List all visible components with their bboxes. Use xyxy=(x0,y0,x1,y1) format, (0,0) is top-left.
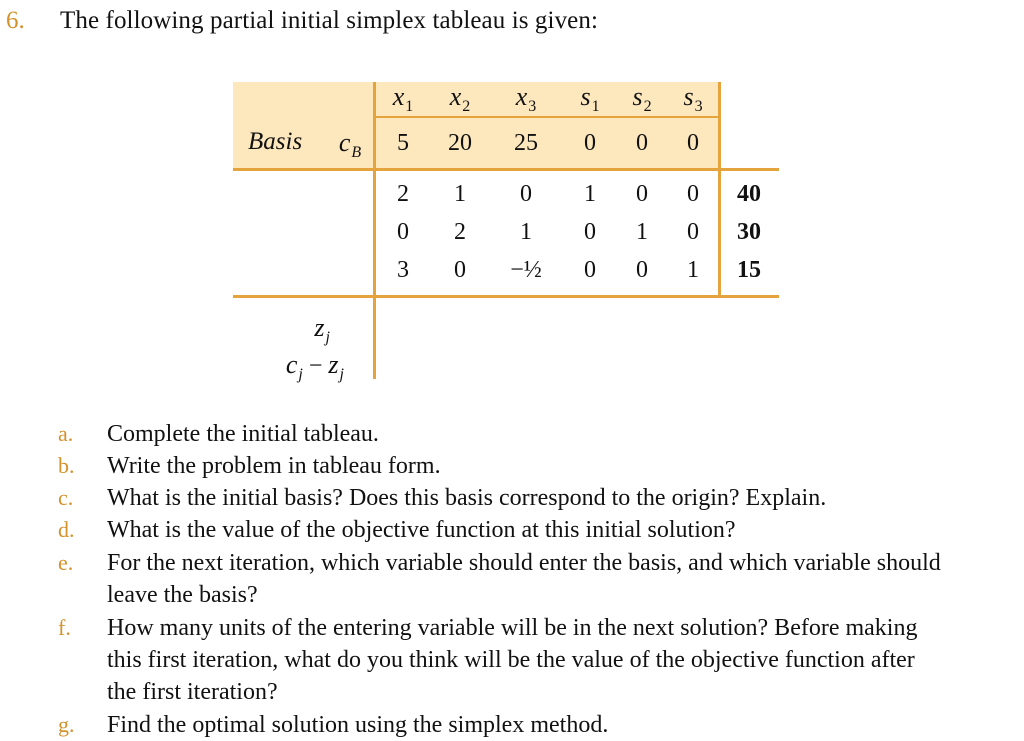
table-row-1-s3: 0 xyxy=(687,181,699,207)
table-row-1-x1: 2 xyxy=(397,181,409,207)
table-row-2-x3: 1 xyxy=(520,219,532,245)
cb-label: $c_B$ xyxy=(338,128,362,161)
question-text: What is the value of the objective function at this initial solution? xyxy=(107,517,736,543)
question-text: Complete the initial tableau. xyxy=(107,421,379,447)
cost-x1: 5 xyxy=(397,130,409,156)
table-row-3-x3: −½ xyxy=(510,257,542,283)
question-text: For the next iteration, which variable should enter the basis, and which variable should xyxy=(107,550,941,576)
question-letter: d. xyxy=(58,517,75,542)
header-bottom-rule xyxy=(233,168,779,171)
table-row-2-x1: 0 xyxy=(397,219,409,245)
question-letter: e. xyxy=(58,550,74,575)
table-row-3-rhs: 15 xyxy=(737,257,761,283)
cost-s3: 0 xyxy=(687,130,699,156)
problem-statement: The following partial initial simplex tableau is given: xyxy=(60,7,599,34)
question-text: Write the problem in tableau form. xyxy=(107,453,441,479)
body-bottom-rule xyxy=(233,295,779,298)
cost-x3: 25 xyxy=(514,130,538,156)
question-text: the first iteration? xyxy=(107,679,278,705)
table-row-2-x2: 2 xyxy=(454,219,466,245)
table-row-3-s2: 0 xyxy=(636,257,648,283)
cj-minus-zj-label: $c_j - z_j$ xyxy=(285,350,344,383)
problem-number: 6. xyxy=(6,7,25,34)
question-letter: b. xyxy=(58,453,75,478)
basis-label: Basis xyxy=(248,128,303,155)
question-letter: a. xyxy=(58,421,74,446)
table-row-1-rhs: 40 xyxy=(737,181,761,207)
col-header-s3: $s_3$ xyxy=(683,82,703,115)
table-row-3-x2: 0 xyxy=(454,257,466,283)
zj-label: $z_j$ xyxy=(314,313,330,346)
col-header-s1: $s_1$ xyxy=(580,82,600,115)
header-mid-rule xyxy=(376,116,719,118)
table-row-2-s3: 0 xyxy=(687,219,699,245)
cb-divider-rule xyxy=(373,82,376,379)
table-row-3-s3: 1 xyxy=(687,257,699,283)
col-header-x1: $x_1$ xyxy=(392,82,414,115)
table-row-1-s2: 0 xyxy=(636,181,648,207)
question-text: What is the initial basis? Does this basis correspond to the origin? Explain. xyxy=(107,485,827,511)
table-row-3-s1: 0 xyxy=(584,257,596,283)
table-row-1-s1: 1 xyxy=(584,181,596,207)
question-text: this first iteration, what do you think will be the value of the objective function after xyxy=(107,647,915,673)
col-header-x2: $x_2$ xyxy=(449,82,471,115)
cost-x2: 20 xyxy=(448,130,472,156)
question-text: How many units of the entering variable will be in the next solution? Before making xyxy=(107,615,918,641)
col-header-s2: $s_2$ xyxy=(632,82,652,115)
cost-s2: 0 xyxy=(636,130,648,156)
question-letter: c. xyxy=(58,485,74,510)
table-row-1-x3: 0 xyxy=(520,181,532,207)
question-letter: g. xyxy=(58,712,75,737)
question-text: leave the basis? xyxy=(107,582,258,608)
table-row-3-x1: 3 xyxy=(397,257,409,283)
table-row-2-s1: 0 xyxy=(584,219,596,245)
question-text: Find the optimal solution using the simplex method. xyxy=(107,712,609,738)
table-row-2-rhs: 30 xyxy=(737,219,761,245)
cost-s1: 0 xyxy=(584,130,596,156)
table-row-2-s2: 1 xyxy=(636,219,648,245)
table-row-1-x2: 1 xyxy=(454,181,466,207)
col-header-x3: $x_3$ xyxy=(515,82,537,115)
rhs-divider-rule xyxy=(718,82,721,298)
question-letter: f. xyxy=(58,615,71,640)
